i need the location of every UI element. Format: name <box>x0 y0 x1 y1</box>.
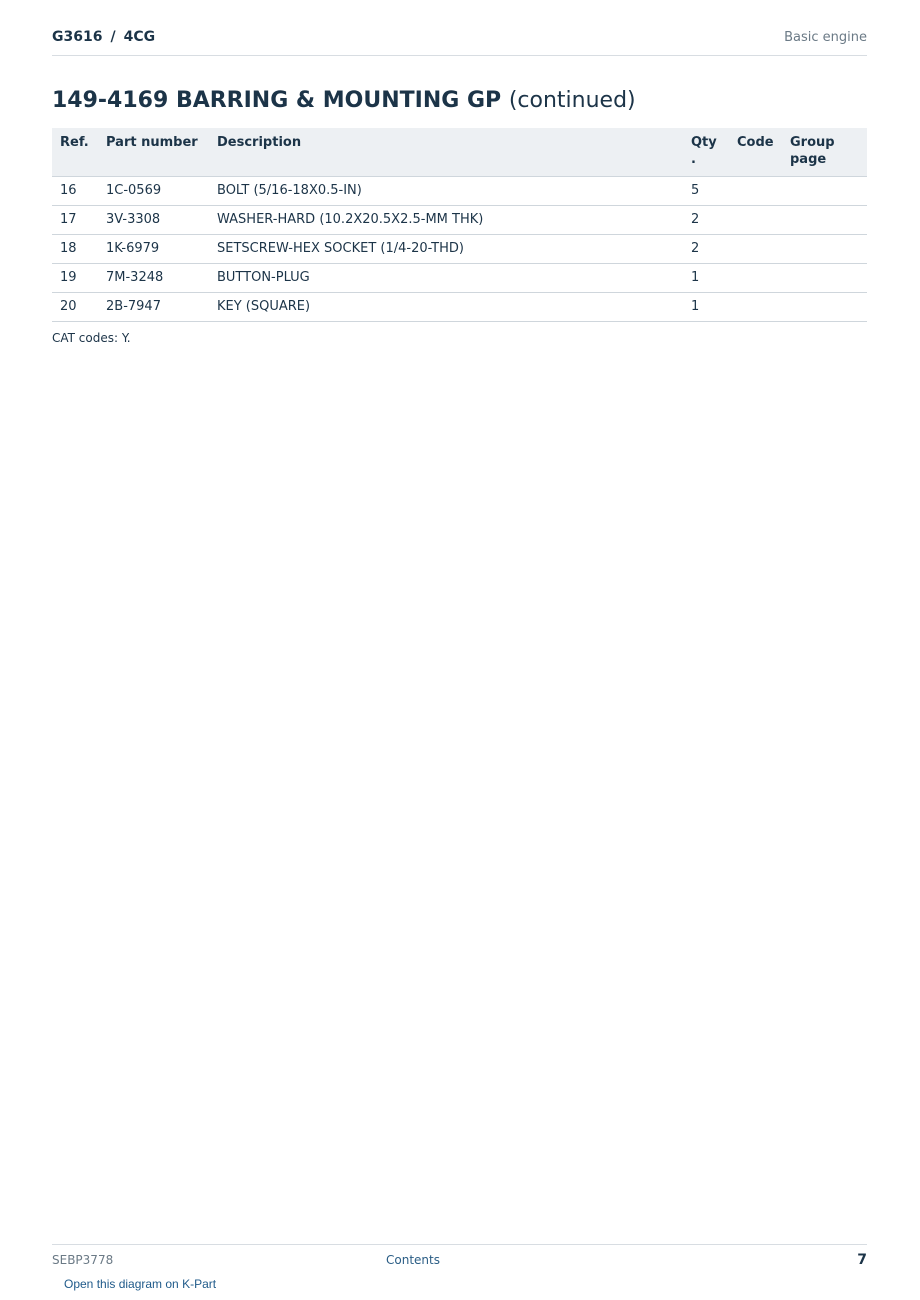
cell-description: BUTTON-PLUG <box>209 264 683 293</box>
footer-divider <box>52 1244 867 1245</box>
cell-qty: 1 <box>683 293 729 322</box>
title-suffix: (continued) <box>508 88 636 113</box>
table-header-row <box>52 128 867 177</box>
title-main: 149-4169 BARRING & MOUNTING GP <box>52 88 502 113</box>
col-header-group-page: Group page <box>782 128 867 177</box>
contents-link[interactable]: Contents <box>386 1253 440 1267</box>
col-header-description: Description <box>209 128 683 177</box>
cell-qty: 2 <box>683 206 729 235</box>
cell-qty: 5 <box>683 177 729 206</box>
cell-part-number: 3V-3308 <box>98 206 209 235</box>
cell-group-page <box>782 206 867 235</box>
breadcrumb <box>52 29 155 45</box>
table-row <box>52 293 867 322</box>
cell-group-page <box>782 177 867 206</box>
cell-code <box>729 235 782 264</box>
col-header-ref: Ref. <box>52 128 98 177</box>
page-number: 7 <box>857 1252 867 1268</box>
col-header-qty: Qty . <box>683 128 729 177</box>
cell-group-page <box>782 264 867 293</box>
page-title <box>52 88 636 113</box>
cat-codes-note: CAT codes: Y. <box>52 331 131 345</box>
cell-ref: 16 <box>52 177 98 206</box>
cell-description: BOLT (5/16-18X0.5-IN) <box>209 177 683 206</box>
table-row <box>52 264 867 293</box>
table-row <box>52 235 867 264</box>
cell-ref: 18 <box>52 235 98 264</box>
col-header-code: Code <box>729 128 782 177</box>
section-label: Basic engine <box>784 30 867 45</box>
open-kpart-link[interactable]: Open this diagram on K-Part <box>64 1277 217 1291</box>
parts-table <box>52 128 867 322</box>
document-id: SEBP3778 <box>52 1253 114 1267</box>
cell-part-number: 2B-7947 <box>98 293 209 322</box>
table-row <box>52 177 867 206</box>
cell-ref: 19 <box>52 264 98 293</box>
cell-description: KEY (SQUARE) <box>209 293 683 322</box>
breadcrumb-separator: / <box>110 29 116 45</box>
page-header <box>52 28 867 56</box>
cell-group-page <box>782 293 867 322</box>
cell-part-number: 1C-0569 <box>98 177 209 206</box>
cell-description: WASHER-HARD (10.2X20.5X2.5-MM THK) <box>209 206 683 235</box>
arrangement-label: 4CG <box>123 29 156 45</box>
cell-code <box>729 206 782 235</box>
cell-qty: 1 <box>683 264 729 293</box>
cell-code <box>729 293 782 322</box>
col-header-part-number: Part number <box>98 128 209 177</box>
cell-qty: 2 <box>683 235 729 264</box>
cell-code <box>729 264 782 293</box>
cell-code <box>729 177 782 206</box>
cell-ref: 20 <box>52 293 98 322</box>
cell-ref: 17 <box>52 206 98 235</box>
table-row <box>52 206 867 235</box>
model-label: G3616 <box>52 29 103 45</box>
cell-description: SETSCREW-HEX SOCKET (1/4-20-THD) <box>209 235 683 264</box>
cell-group-page <box>782 235 867 264</box>
cell-part-number: 7M-3248 <box>98 264 209 293</box>
cell-part-number: 1K-6979 <box>98 235 209 264</box>
